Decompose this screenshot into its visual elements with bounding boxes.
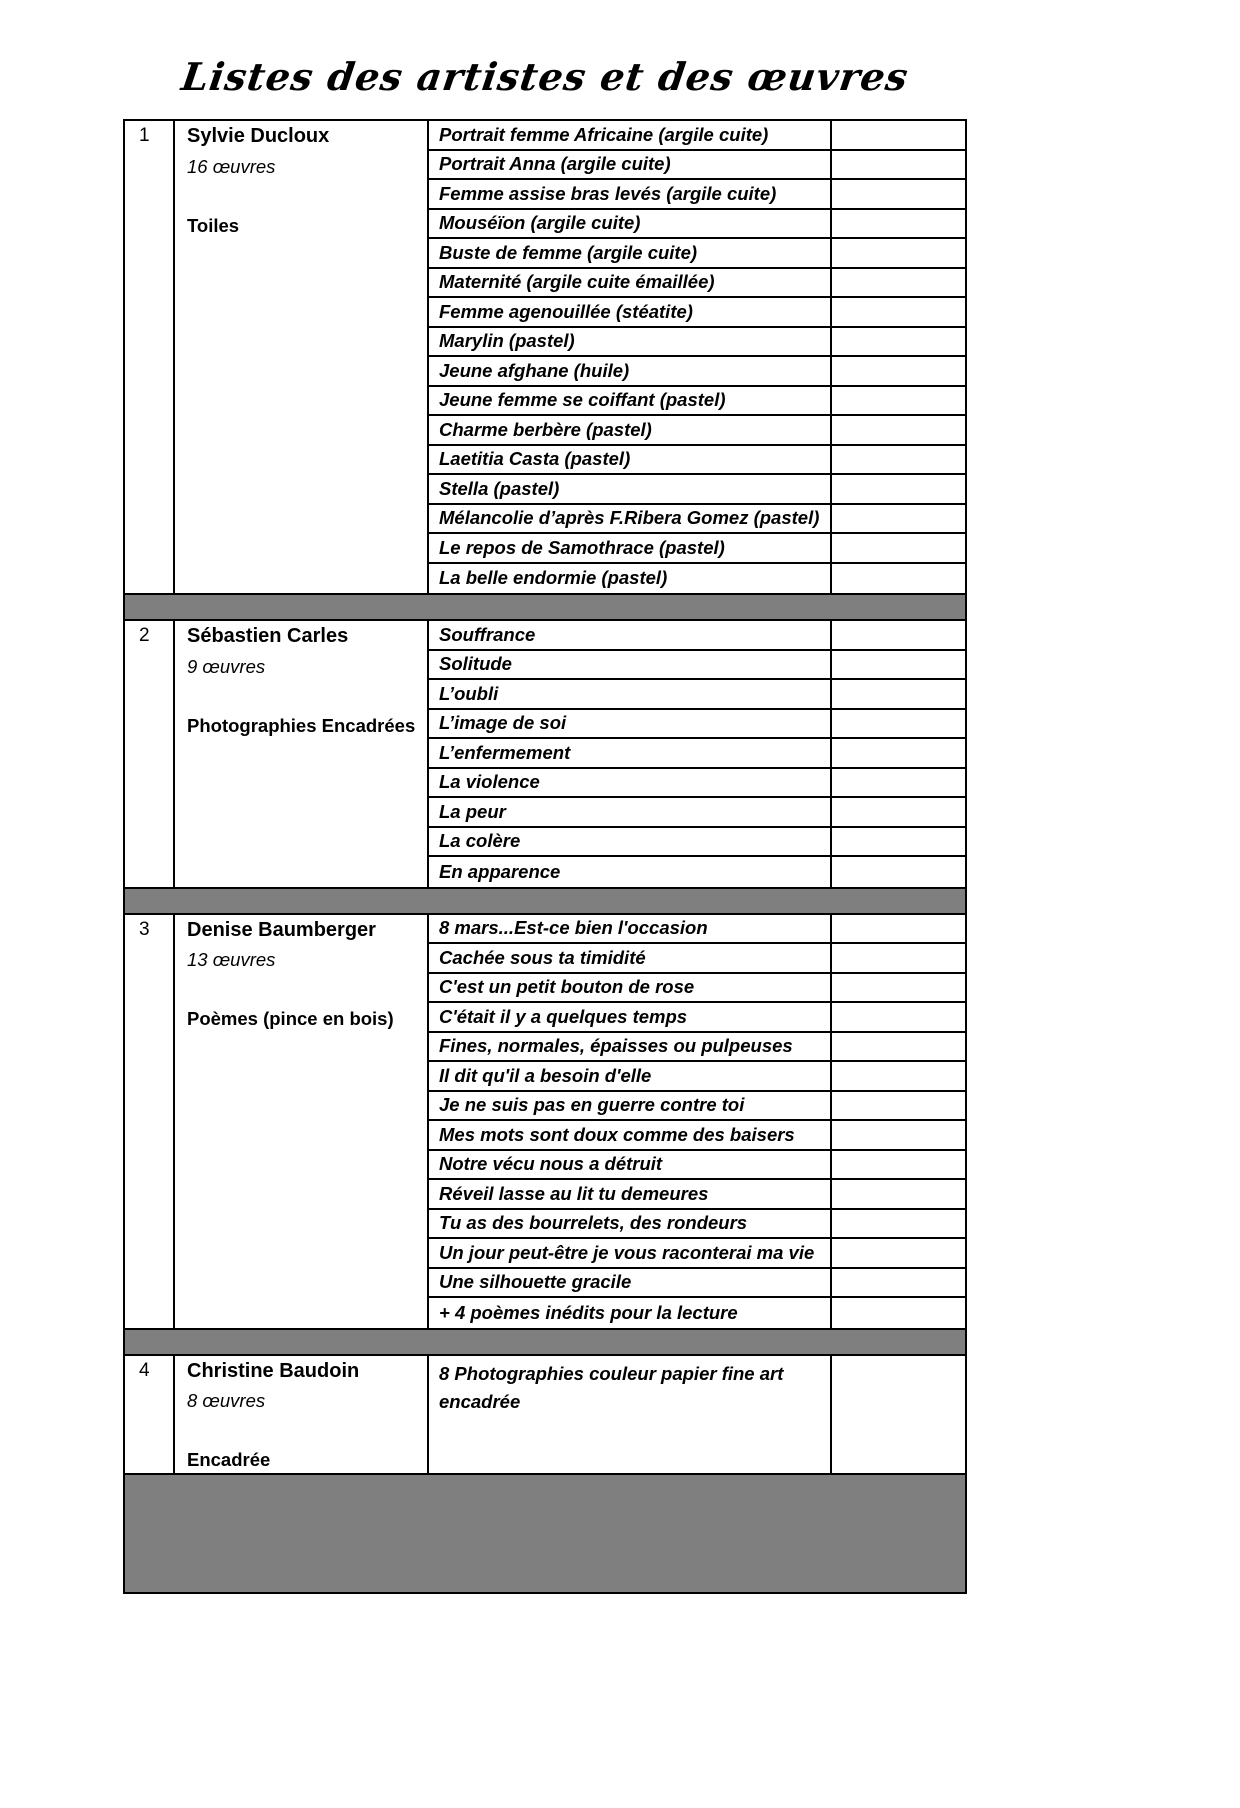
artist-number: 3: [125, 915, 175, 1328]
check-cell: [832, 1121, 965, 1151]
work-title: La peur: [429, 798, 832, 828]
artist-work-count: 8 œuvres: [187, 1390, 266, 1411]
check-cell: [832, 828, 965, 858]
work-title: Réveil lasse au lit tu demeures: [429, 1180, 832, 1210]
work-title: Une silhouette gracile: [429, 1269, 832, 1299]
section-separator: [125, 887, 965, 915]
artists-table: [123, 119, 967, 1594]
work-title: Jeune femme se coiffant (pastel): [429, 387, 832, 417]
spacer: [187, 181, 419, 211]
artist-number: 1: [125, 121, 175, 593]
artist-medium: Toiles: [187, 214, 240, 236]
check-cell: [832, 269, 965, 299]
check-cell: [832, 710, 965, 740]
check-cell: [832, 446, 965, 476]
artist-work-count: 9 œuvres: [187, 655, 266, 677]
work-title: Tu as des bourrelets, des rondeurs: [429, 1210, 832, 1240]
work-title: Mes mots sont doux comme des baisers: [429, 1121, 832, 1151]
check-cell: [832, 564, 965, 594]
check-cell: [832, 1356, 965, 1473]
artist-name: Denise Baumberger: [187, 918, 376, 941]
work-title: La colère: [429, 828, 832, 858]
check-cell: [832, 357, 965, 387]
artist-number: 4: [125, 1356, 175, 1473]
artist-work-count: 13 œuvres: [187, 949, 276, 970]
check-cell: [832, 151, 965, 181]
spacer: [187, 681, 419, 711]
page-title: Listes des artistes et des œuvres: [178, 54, 912, 99]
check-cell: [832, 1033, 965, 1063]
check-cell: [832, 915, 965, 945]
check-cell: [832, 857, 965, 887]
artist-section: [125, 915, 965, 1328]
artist-section: [125, 1356, 965, 1473]
work-title: La violence: [429, 769, 832, 799]
artist-info: [175, 121, 429, 593]
check-cell: [832, 180, 965, 210]
work-title: Portrait Anna (argile cuite): [429, 151, 832, 181]
work-title: Fines, normales, épaisses ou pulpeuses: [429, 1033, 832, 1063]
section-separator: [125, 593, 965, 621]
check-cell: [832, 1003, 965, 1033]
check-cell: [832, 505, 965, 535]
artist-info: [175, 621, 429, 887]
work-title: Jeune afghane (huile): [429, 357, 832, 387]
check-cell: [832, 298, 965, 328]
check-cell: [832, 769, 965, 799]
check-cell: [832, 121, 965, 151]
work-title: Le repos de Samothrace (pastel): [429, 534, 832, 564]
work-title: Je ne suis pas en guerre contre toi: [429, 1092, 832, 1122]
work-title: Portrait femme Africaine (argile cuite): [429, 121, 832, 151]
section-separator: [125, 1328, 965, 1356]
work-title: 8 Photographies couleur papier fine art encadrée: [429, 1356, 832, 1473]
artist-work-count: 16 œuvres: [187, 155, 276, 177]
check-cell: [832, 416, 965, 446]
work-title: Charme berbère (pastel): [429, 416, 832, 446]
work-title: Solitude: [429, 651, 832, 681]
work-title: En apparence: [429, 857, 832, 887]
artist-section: [125, 121, 965, 593]
work-title: L’image de soi: [429, 710, 832, 740]
work-title: Stella (pastel): [429, 475, 832, 505]
work-title: Marylin (pastel): [429, 328, 832, 358]
artist-number: 2: [125, 621, 175, 887]
artist-info: [175, 1356, 429, 1473]
work-title: L’enfermement: [429, 739, 832, 769]
work-title: La belle endormie (pastel): [429, 564, 832, 594]
check-cell: [832, 798, 965, 828]
artist-medium: Encadrée: [187, 1449, 271, 1470]
check-cell: [832, 328, 965, 358]
check-cell: [832, 1298, 965, 1328]
work-title: Mélancolie d’après F.Ribera Gomez (pastel): [429, 505, 832, 535]
section-separator: [125, 1473, 965, 1592]
work-title: + 4 poèmes inédits pour la lecture: [429, 1298, 832, 1328]
work-title: Notre vécu nous a détruit: [429, 1151, 832, 1181]
work-title: Mouséïon (argile cuite): [429, 210, 832, 240]
work-title: C'est un petit bouton de rose: [429, 974, 832, 1004]
check-cell: [832, 621, 965, 651]
work-title: Maternité (argile cuite émaillée): [429, 269, 832, 299]
check-cell: [832, 1151, 965, 1181]
check-cell: [832, 387, 965, 417]
check-cell: [832, 210, 965, 240]
check-cell: [832, 974, 965, 1004]
artist-medium: Poèmes (pince en bois): [187, 1008, 394, 1029]
work-title: Femme agenouillée (stéatite): [429, 298, 832, 328]
work-title: C'était il y a quelques temps: [429, 1003, 832, 1033]
check-cell: [832, 475, 965, 505]
title-wrap: [123, 54, 967, 99]
work-title: Cachée sous ta timidité: [429, 944, 832, 974]
artist-medium: Photographies Encadrées: [187, 714, 416, 736]
artist-name: Sylvie Ducloux: [187, 125, 330, 147]
check-cell: [832, 1180, 965, 1210]
check-cell: [832, 534, 965, 564]
spacer: [187, 975, 419, 1005]
artist-section: [125, 621, 965, 887]
work-title: Femme assise bras levés (argile cuite): [429, 180, 832, 210]
artist-name: Sébastien Carles: [187, 625, 349, 647]
check-cell: [832, 651, 965, 681]
check-cell: [832, 1239, 965, 1269]
spacer: [187, 1416, 419, 1446]
work-title: Souffrance: [429, 621, 832, 651]
artist-name: Christine Baudoin: [187, 1359, 360, 1382]
check-cell: [832, 739, 965, 769]
artist-info: [175, 915, 429, 1328]
check-cell: [832, 1210, 965, 1240]
work-title: L’oubli: [429, 680, 832, 710]
work-title: 8 mars...Est-ce bien l'occasion: [429, 915, 832, 945]
check-cell: [832, 944, 965, 974]
check-cell: [832, 1062, 965, 1092]
work-title: Un jour peut-être je vous raconterai ma vie: [429, 1239, 832, 1269]
check-cell: [832, 680, 965, 710]
check-cell: [832, 1092, 965, 1122]
check-cell: [832, 1269, 965, 1299]
work-title: Il dit qu'il a besoin d'elle: [429, 1062, 832, 1092]
work-title: Laetitia Casta (pastel): [429, 446, 832, 476]
work-title: Buste de femme (argile cuite): [429, 239, 832, 269]
check-cell: [832, 239, 965, 269]
